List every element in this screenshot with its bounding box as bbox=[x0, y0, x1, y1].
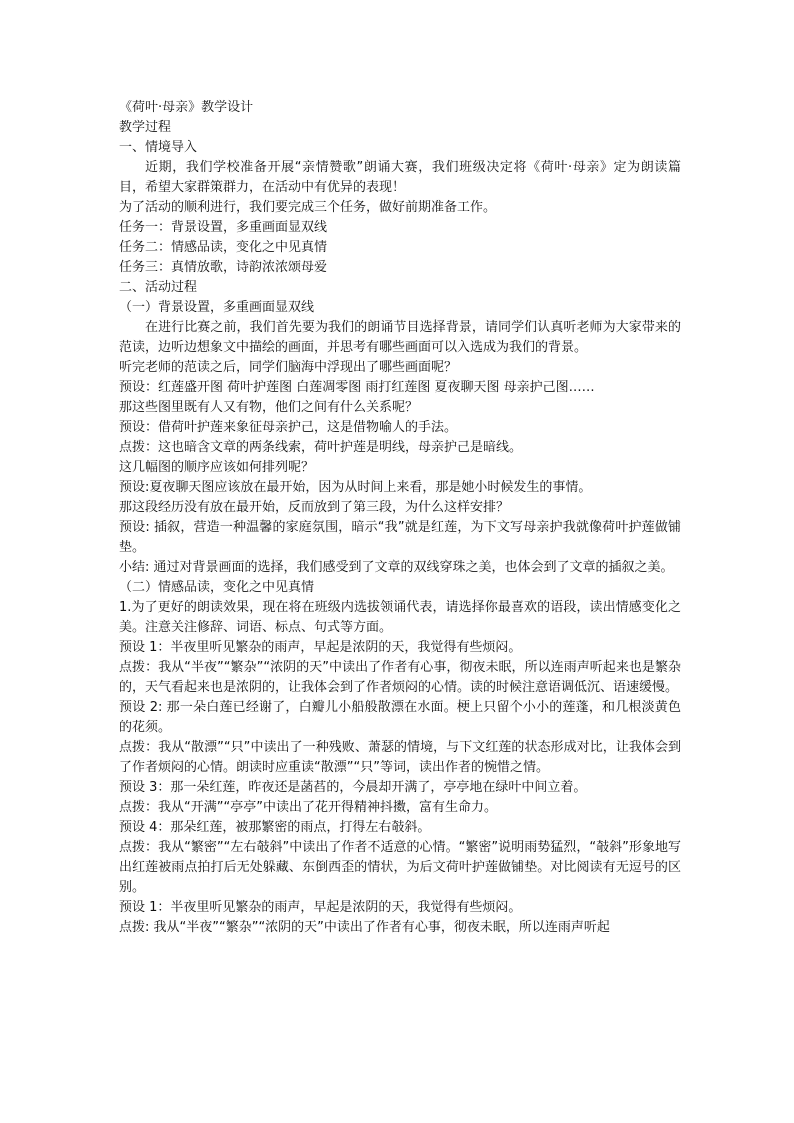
paragraph-4: 那这些图里既有人又有物，他们之间有什么关系呢？ bbox=[119, 400, 419, 415]
paragraph-22: 点拨: 我从“半夜”“繁杂”“浓阴的天”中读出了作者有心事，彻夜未眠，所以连雨声听起 bbox=[119, 920, 610, 935]
paragraph-intro-2: 为了活动的顺利进行，我们要完成三个任务，做好前期准备工作。 bbox=[119, 200, 497, 215]
task-item-1: 任务一：背景设置，多重画面显双线 bbox=[119, 220, 328, 235]
paragraph-2: 听完老师的范读之后，同学们脑海中浮现出了哪些画面呢？ bbox=[119, 360, 458, 375]
paragraph-10: 预设: 插叙，营造一种温馨的家庭氛围，暗示“我”就是红莲，为下文写母亲护我就像荷叶护莲做铺垫。 bbox=[119, 520, 681, 555]
paragraph-8: 预设:夏夜聊天图应该放在最开始，因为从时间上来看，那是她小时候发生的事情。 bbox=[119, 480, 592, 495]
section-heading-process: 教学过程 bbox=[119, 120, 172, 135]
section-heading-2: 二、活动过程 bbox=[119, 280, 198, 295]
subsection-heading-2: （二）情感品读，变化之中见真情 bbox=[119, 580, 315, 595]
paragraph-18: 点拨：我从“开满”“亭亭”中读出了花开得精神抖擞，富有生命力。 bbox=[119, 800, 497, 815]
paragraph-intro-1: 近期，我们学校准备开展“亲情赞歌”朗诵大赛，我们班级决定将《荷叶·母亲》定为朗读篇目，希望大家群策群力，在活动中有优异的表现！ bbox=[119, 160, 681, 195]
paragraph-9: 那这段经历没有放在最开始，反而放到了第三段，为什么这样安排？ bbox=[119, 500, 510, 515]
paragraph-12: 1.为了更好的朗读效果，现在将在班级内选拔领诵代表，请选择你最喜欢的语段，读出情感变化之美。注意关注修辞、词语、标点、句式等方面。 bbox=[119, 600, 681, 635]
section-heading-1: 一、情境导入 bbox=[119, 140, 198, 155]
paragraph-17: 预设 3：那一朵红莲，昨夜还是菡萏的，今晨却开满了，亭亭地在绿叶中间立着。 bbox=[119, 780, 587, 795]
paragraph-3: 预设：红莲盛开图 荷叶护莲图 白莲凋零图 雨打红莲图 夏夜聊天图 母亲护己图…… bbox=[119, 380, 595, 395]
task-item-2: 任务二：情感品读，变化之中见真情 bbox=[119, 240, 328, 255]
paragraph-6: 点拨：这也暗含文章的两条线索，荷叶护莲是明线，母亲护己是暗线。 bbox=[119, 440, 523, 455]
paragraph-19: 预设 4：那朵红莲，被那繁密的雨点，打得左右攲斜。 bbox=[119, 820, 431, 835]
paragraph-15: 预设 2: 那一朵白莲已经谢了，白瓣儿小船般散漂在水面。梗上只留个小小的莲蓬，和几根淡黄色的花须。 bbox=[119, 700, 681, 735]
paragraph-5: 预设：借荷叶护莲来象征母亲护己，这是借物喻人的手法。 bbox=[119, 420, 458, 435]
paragraph-20: 点拨：我从“繁密”“左右攲斜”中读出了作者不适意的心情。“繁密”说明雨势猛烈，“攲斜”形象地写出红莲被雨点拍打后无处躲藏、东倒西歪的情状，为后文荷叶护莲做铺垫。对比阅读有无逗号的区别。 bbox=[119, 840, 681, 895]
paragraph-13: 预设 1：半夜里听见繁杂的雨声，早起是浓阴的天，我觉得有些烦闷。 bbox=[119, 640, 522, 655]
paragraph-1: 在进行比赛之前，我们首先要为我们的朗诵节目选择背景，请同学们认真听老师为大家带来的范读，边听边想象文中描绘的画面，并思考有哪些画面可以入选成为我们的背景。 bbox=[119, 320, 681, 355]
document-title: 《荷叶·母亲》教学设计 bbox=[119, 100, 254, 115]
paragraph-16: 点拨：我从“散漂”“只”中读出了一种残败、萧瑟的情境，与下文红莲的状态形成对比，让我体会到了作者烦闷的心情。朗读时应重读“散漂”“只”等词，读出作者的惋惜之情。 bbox=[119, 740, 681, 775]
paragraph-14: 点拨：我从“半夜”“繁杂”“浓阴的天”中读出了作者有心事，彻夜未眠，所以连雨声听起来也是繁杂的，天气看起来也是浓阴的，让我体会到了作者烦闷的心情。读的时候注意语调低沉、语速缓慢。 bbox=[119, 660, 681, 695]
paragraph-11: 小结: 通过对背景画面的选择，我们感受到了文章的双线穿珠之美，也体会到了文章的插叙之美。 bbox=[119, 560, 674, 575]
document-page bbox=[119, 98, 681, 938]
paragraph-21: 预设 1：半夜里听见繁杂的雨声，早起是浓阴的天，我觉得有些烦闷。 bbox=[119, 900, 522, 915]
task-item-3: 任务三：真情放歌，诗韵浓浓颂母爱 bbox=[119, 260, 328, 275]
paragraph-7: 这几幅图的顺序应该如何排列呢？ bbox=[119, 460, 315, 475]
subsection-heading-1: （一）背景设置，多重画面显双线 bbox=[119, 300, 315, 315]
